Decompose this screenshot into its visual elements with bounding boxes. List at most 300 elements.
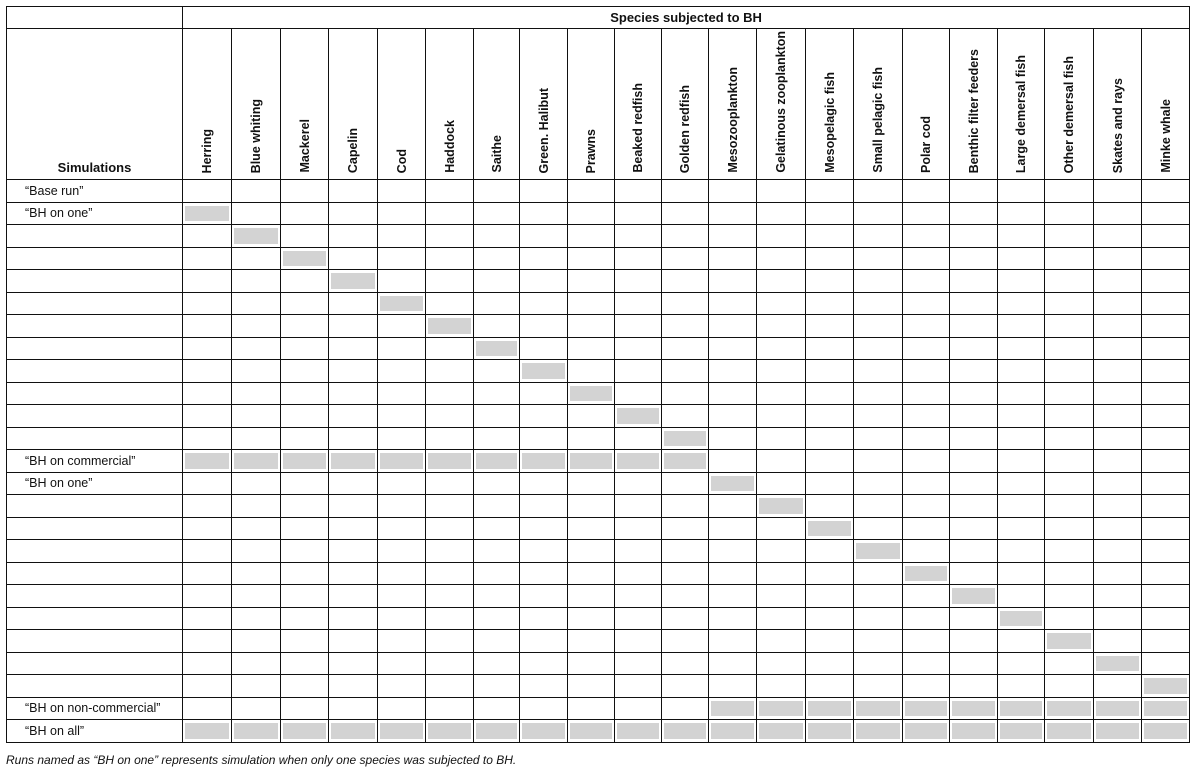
empty-cell (662, 607, 709, 630)
shaded-cell (709, 472, 757, 495)
shaded-cell (378, 292, 426, 315)
empty-cell (950, 270, 998, 293)
empty-cell (378, 405, 426, 428)
empty-cell (378, 562, 426, 585)
simulation-row (7, 270, 1190, 293)
empty-cell (520, 405, 568, 428)
empty-cell (1142, 292, 1190, 315)
empty-cell (183, 630, 232, 653)
empty-cell (662, 292, 709, 315)
empty-cell (854, 270, 903, 293)
simulation-row (7, 450, 1190, 473)
simulation-row (7, 427, 1190, 450)
empty-cell (806, 540, 854, 563)
empty-cell (520, 225, 568, 248)
empty-cell (854, 382, 903, 405)
empty-cell (615, 270, 662, 293)
empty-cell (1094, 337, 1142, 360)
species-column-header (1142, 29, 1190, 180)
empty-cell (950, 405, 998, 428)
species-name: Beaked redfish (631, 83, 645, 173)
empty-cell (568, 427, 615, 450)
empty-cell (426, 472, 474, 495)
empty-cell (183, 495, 232, 518)
empty-cell (474, 675, 520, 698)
empty-cell (1045, 517, 1094, 540)
empty-cell (183, 292, 232, 315)
empty-cell (568, 360, 615, 383)
empty-cell (378, 180, 426, 203)
empty-cell (662, 270, 709, 293)
empty-cell (854, 652, 903, 675)
empty-cell (757, 562, 806, 585)
empty-cell (903, 180, 950, 203)
empty-cell (1094, 472, 1142, 495)
empty-cell (903, 495, 950, 518)
empty-cell (520, 562, 568, 585)
empty-cell (520, 630, 568, 653)
empty-cell (615, 495, 662, 518)
empty-cell (183, 585, 232, 608)
empty-cell (757, 247, 806, 270)
empty-cell (329, 675, 378, 698)
shaded-cell (950, 585, 998, 608)
empty-cell (568, 540, 615, 563)
empty-cell (806, 585, 854, 608)
empty-cell (998, 675, 1045, 698)
simulation-row (7, 562, 1190, 585)
species-column-header (568, 29, 615, 180)
empty-cell (662, 652, 709, 675)
empty-cell (378, 427, 426, 450)
empty-cell (709, 270, 757, 293)
shaded-cell (426, 450, 474, 473)
empty-cell (854, 630, 903, 653)
empty-cell (183, 405, 232, 428)
empty-cell (426, 270, 474, 293)
empty-cell (426, 382, 474, 405)
empty-cell (183, 517, 232, 540)
empty-cell (615, 585, 662, 608)
empty-cell (1142, 360, 1190, 383)
species-column-header (329, 29, 378, 180)
empty-cell (854, 202, 903, 225)
empty-cell (903, 270, 950, 293)
empty-cell (281, 630, 329, 653)
empty-cell (709, 450, 757, 473)
simulation-row (7, 382, 1190, 405)
empty-cell (1045, 607, 1094, 630)
empty-cell (568, 517, 615, 540)
empty-cell (903, 292, 950, 315)
empty-cell (1142, 180, 1190, 203)
empty-cell (998, 315, 1045, 338)
empty-cell (378, 607, 426, 630)
empty-cell (474, 225, 520, 248)
species-column-header (615, 29, 662, 180)
empty-cell (329, 540, 378, 563)
empty-cell (615, 675, 662, 698)
empty-cell (1094, 180, 1142, 203)
species-name: Cod (394, 148, 409, 173)
shaded-cell (757, 697, 806, 720)
empty-cell (950, 675, 998, 698)
simulation-label (7, 562, 183, 585)
simulation-row (7, 202, 1190, 225)
empty-cell (568, 405, 615, 428)
empty-cell (709, 315, 757, 338)
shaded-cell (232, 225, 281, 248)
empty-cell (474, 292, 520, 315)
empty-cell (615, 337, 662, 360)
empty-cell (426, 585, 474, 608)
empty-cell (520, 585, 568, 608)
empty-cell (568, 315, 615, 338)
simulation-row (7, 585, 1190, 608)
empty-cell (1142, 247, 1190, 270)
shaded-cell (615, 450, 662, 473)
empty-cell (757, 382, 806, 405)
simulation-label: “BH on one” (7, 202, 183, 225)
empty-cell (757, 607, 806, 630)
empty-cell (329, 427, 378, 450)
empty-cell (1045, 360, 1094, 383)
empty-cell (806, 630, 854, 653)
empty-cell (998, 652, 1045, 675)
empty-cell (950, 202, 998, 225)
shaded-cell (232, 720, 281, 743)
empty-cell (806, 405, 854, 428)
empty-cell (474, 427, 520, 450)
empty-cell (474, 517, 520, 540)
empty-cell (615, 652, 662, 675)
empty-cell (950, 450, 998, 473)
empty-cell (520, 697, 568, 720)
shaded-cell (709, 720, 757, 743)
empty-cell (568, 630, 615, 653)
empty-cell (329, 562, 378, 585)
table-footnote: Runs named as “BH on one” represents simulation when only one species was subjected to BH. (6, 753, 517, 767)
empty-cell (378, 517, 426, 540)
empty-cell (568, 270, 615, 293)
empty-cell (806, 315, 854, 338)
simulation-label (7, 247, 183, 270)
empty-cell (757, 585, 806, 608)
simulation-label (7, 360, 183, 383)
empty-cell (998, 405, 1045, 428)
empty-cell (426, 292, 474, 315)
species-column-header (281, 29, 329, 180)
empty-cell (903, 540, 950, 563)
simulation-row (7, 315, 1190, 338)
empty-cell (232, 180, 281, 203)
empty-cell (662, 585, 709, 608)
empty-cell (378, 675, 426, 698)
empty-cell (1045, 225, 1094, 248)
empty-cell (854, 337, 903, 360)
empty-cell (183, 360, 232, 383)
empty-cell (615, 562, 662, 585)
simulations-header: Simulations (7, 29, 183, 180)
empty-cell (854, 495, 903, 518)
simulation-row (7, 337, 1190, 360)
empty-cell (1045, 540, 1094, 563)
simulation-row (7, 225, 1190, 248)
empty-cell (950, 495, 998, 518)
empty-cell (520, 517, 568, 540)
species-name: Polar cod (919, 116, 933, 173)
empty-cell (709, 630, 757, 653)
empty-cell (474, 382, 520, 405)
species-column-header (1094, 29, 1142, 180)
empty-cell (1094, 292, 1142, 315)
empty-cell (426, 517, 474, 540)
empty-cell (998, 360, 1045, 383)
empty-cell (615, 225, 662, 248)
empty-cell (378, 697, 426, 720)
empty-cell (950, 382, 998, 405)
species-name: Mesozooplankton (725, 67, 740, 173)
empty-cell (757, 472, 806, 495)
species-column-header (806, 29, 854, 180)
empty-cell (1094, 270, 1142, 293)
empty-cell (426, 562, 474, 585)
simulation-label (7, 630, 183, 653)
shaded-cell (426, 315, 474, 338)
empty-cell (709, 360, 757, 383)
shaded-cell (854, 697, 903, 720)
species-bh-table (6, 6, 1190, 743)
empty-cell (950, 427, 998, 450)
empty-cell (1142, 382, 1190, 405)
empty-cell (232, 630, 281, 653)
simulation-label: “BH on non-commercial” (7, 697, 183, 720)
empty-cell (232, 652, 281, 675)
empty-cell (903, 472, 950, 495)
empty-cell (806, 337, 854, 360)
species-column-header (1045, 29, 1094, 180)
empty-cell (329, 292, 378, 315)
empty-cell (854, 450, 903, 473)
empty-cell (329, 247, 378, 270)
shaded-cell (378, 720, 426, 743)
empty-cell (474, 405, 520, 428)
empty-cell (474, 540, 520, 563)
shaded-cell (709, 697, 757, 720)
simulation-row (7, 607, 1190, 630)
empty-cell (378, 630, 426, 653)
species-name: Herring (200, 128, 214, 173)
empty-cell (709, 652, 757, 675)
empty-cell (950, 360, 998, 383)
empty-cell (568, 247, 615, 270)
species-name: Large demersal fish (1014, 54, 1028, 173)
species-name: Gelatinous zooplankton (774, 31, 788, 173)
empty-cell (998, 562, 1045, 585)
empty-cell (426, 427, 474, 450)
empty-cell (709, 675, 757, 698)
empty-cell (854, 225, 903, 248)
simulation-label: “BH on commercial” (7, 450, 183, 473)
empty-cell (662, 247, 709, 270)
empty-cell (329, 315, 378, 338)
empty-cell (1142, 225, 1190, 248)
empty-cell (662, 630, 709, 653)
empty-cell (757, 517, 806, 540)
empty-cell (950, 540, 998, 563)
simulation-label (7, 315, 183, 338)
species-column-header (474, 29, 520, 180)
empty-cell (757, 337, 806, 360)
simulation-label (7, 225, 183, 248)
empty-cell (232, 607, 281, 630)
empty-cell (232, 315, 281, 338)
empty-cell (709, 427, 757, 450)
empty-cell (183, 382, 232, 405)
empty-cell (1094, 585, 1142, 608)
shaded-cell (183, 450, 232, 473)
empty-cell (1094, 495, 1142, 518)
empty-cell (615, 607, 662, 630)
empty-cell (806, 225, 854, 248)
empty-cell (378, 225, 426, 248)
species-name: Green. Halibut (536, 87, 551, 173)
empty-cell (474, 585, 520, 608)
empty-cell (1045, 472, 1094, 495)
empty-cell (329, 337, 378, 360)
empty-cell (426, 337, 474, 360)
empty-cell (903, 315, 950, 338)
species-column-header (232, 29, 281, 180)
empty-cell (378, 337, 426, 360)
species-column-header (998, 29, 1045, 180)
empty-cell (806, 652, 854, 675)
species-name: Haddock (442, 120, 457, 173)
empty-cell (474, 652, 520, 675)
empty-cell (232, 292, 281, 315)
shaded-cell (662, 427, 709, 450)
empty-cell (183, 540, 232, 563)
empty-cell (662, 562, 709, 585)
empty-cell (378, 247, 426, 270)
empty-cell (903, 675, 950, 698)
empty-cell (1094, 517, 1142, 540)
empty-cell (662, 697, 709, 720)
empty-cell (1142, 202, 1190, 225)
empty-cell (329, 585, 378, 608)
empty-cell (709, 382, 757, 405)
shaded-cell (378, 450, 426, 473)
empty-cell (806, 607, 854, 630)
empty-cell (806, 247, 854, 270)
shaded-cell (662, 450, 709, 473)
empty-cell (854, 292, 903, 315)
shaded-cell (329, 450, 378, 473)
empty-cell (520, 427, 568, 450)
shaded-cell (1142, 675, 1190, 698)
empty-cell (1094, 202, 1142, 225)
empty-cell (998, 270, 1045, 293)
empty-cell (854, 675, 903, 698)
empty-cell (903, 450, 950, 473)
empty-cell (1045, 337, 1094, 360)
simulation-label (7, 607, 183, 630)
species-name: Minke whale (1158, 99, 1173, 173)
shaded-cell (806, 517, 854, 540)
empty-cell (757, 405, 806, 428)
empty-cell (662, 472, 709, 495)
shaded-cell (1045, 697, 1094, 720)
empty-cell (183, 472, 232, 495)
empty-cell (1045, 585, 1094, 608)
simulation-label: “BH on one” (7, 472, 183, 495)
empty-cell (615, 247, 662, 270)
empty-cell (183, 697, 232, 720)
empty-cell (1045, 562, 1094, 585)
empty-cell (615, 202, 662, 225)
simulation-label (7, 337, 183, 360)
empty-cell (950, 337, 998, 360)
empty-cell (615, 630, 662, 653)
empty-cell (903, 427, 950, 450)
empty-cell (378, 585, 426, 608)
empty-cell (426, 247, 474, 270)
empty-cell (568, 607, 615, 630)
empty-cell (568, 697, 615, 720)
empty-cell (281, 337, 329, 360)
empty-cell (183, 270, 232, 293)
empty-cell (281, 427, 329, 450)
empty-cell (474, 315, 520, 338)
shaded-cell (183, 202, 232, 225)
empty-cell (757, 315, 806, 338)
empty-cell (757, 652, 806, 675)
shaded-cell (183, 720, 232, 743)
empty-cell (854, 427, 903, 450)
empty-cell (232, 517, 281, 540)
empty-cell (615, 427, 662, 450)
empty-cell (757, 540, 806, 563)
empty-cell (615, 697, 662, 720)
empty-cell (854, 517, 903, 540)
empty-cell (950, 652, 998, 675)
empty-cell (998, 225, 1045, 248)
shaded-cell (854, 540, 903, 563)
shaded-cell (1094, 697, 1142, 720)
simulation-row (7, 675, 1190, 698)
empty-cell (662, 517, 709, 540)
empty-cell (998, 517, 1045, 540)
empty-cell (426, 405, 474, 428)
empty-cell (757, 427, 806, 450)
empty-cell (281, 315, 329, 338)
empty-cell (281, 540, 329, 563)
empty-cell (950, 292, 998, 315)
shaded-cell (520, 450, 568, 473)
simulation-label (7, 675, 183, 698)
shaded-cell (662, 720, 709, 743)
simulation-row (7, 517, 1190, 540)
empty-cell (998, 382, 1045, 405)
empty-cell (329, 180, 378, 203)
empty-cell (568, 562, 615, 585)
empty-cell (520, 292, 568, 315)
species-column-header (709, 29, 757, 180)
empty-cell (329, 202, 378, 225)
shaded-cell (568, 382, 615, 405)
empty-cell (1045, 180, 1094, 203)
empty-cell (950, 472, 998, 495)
